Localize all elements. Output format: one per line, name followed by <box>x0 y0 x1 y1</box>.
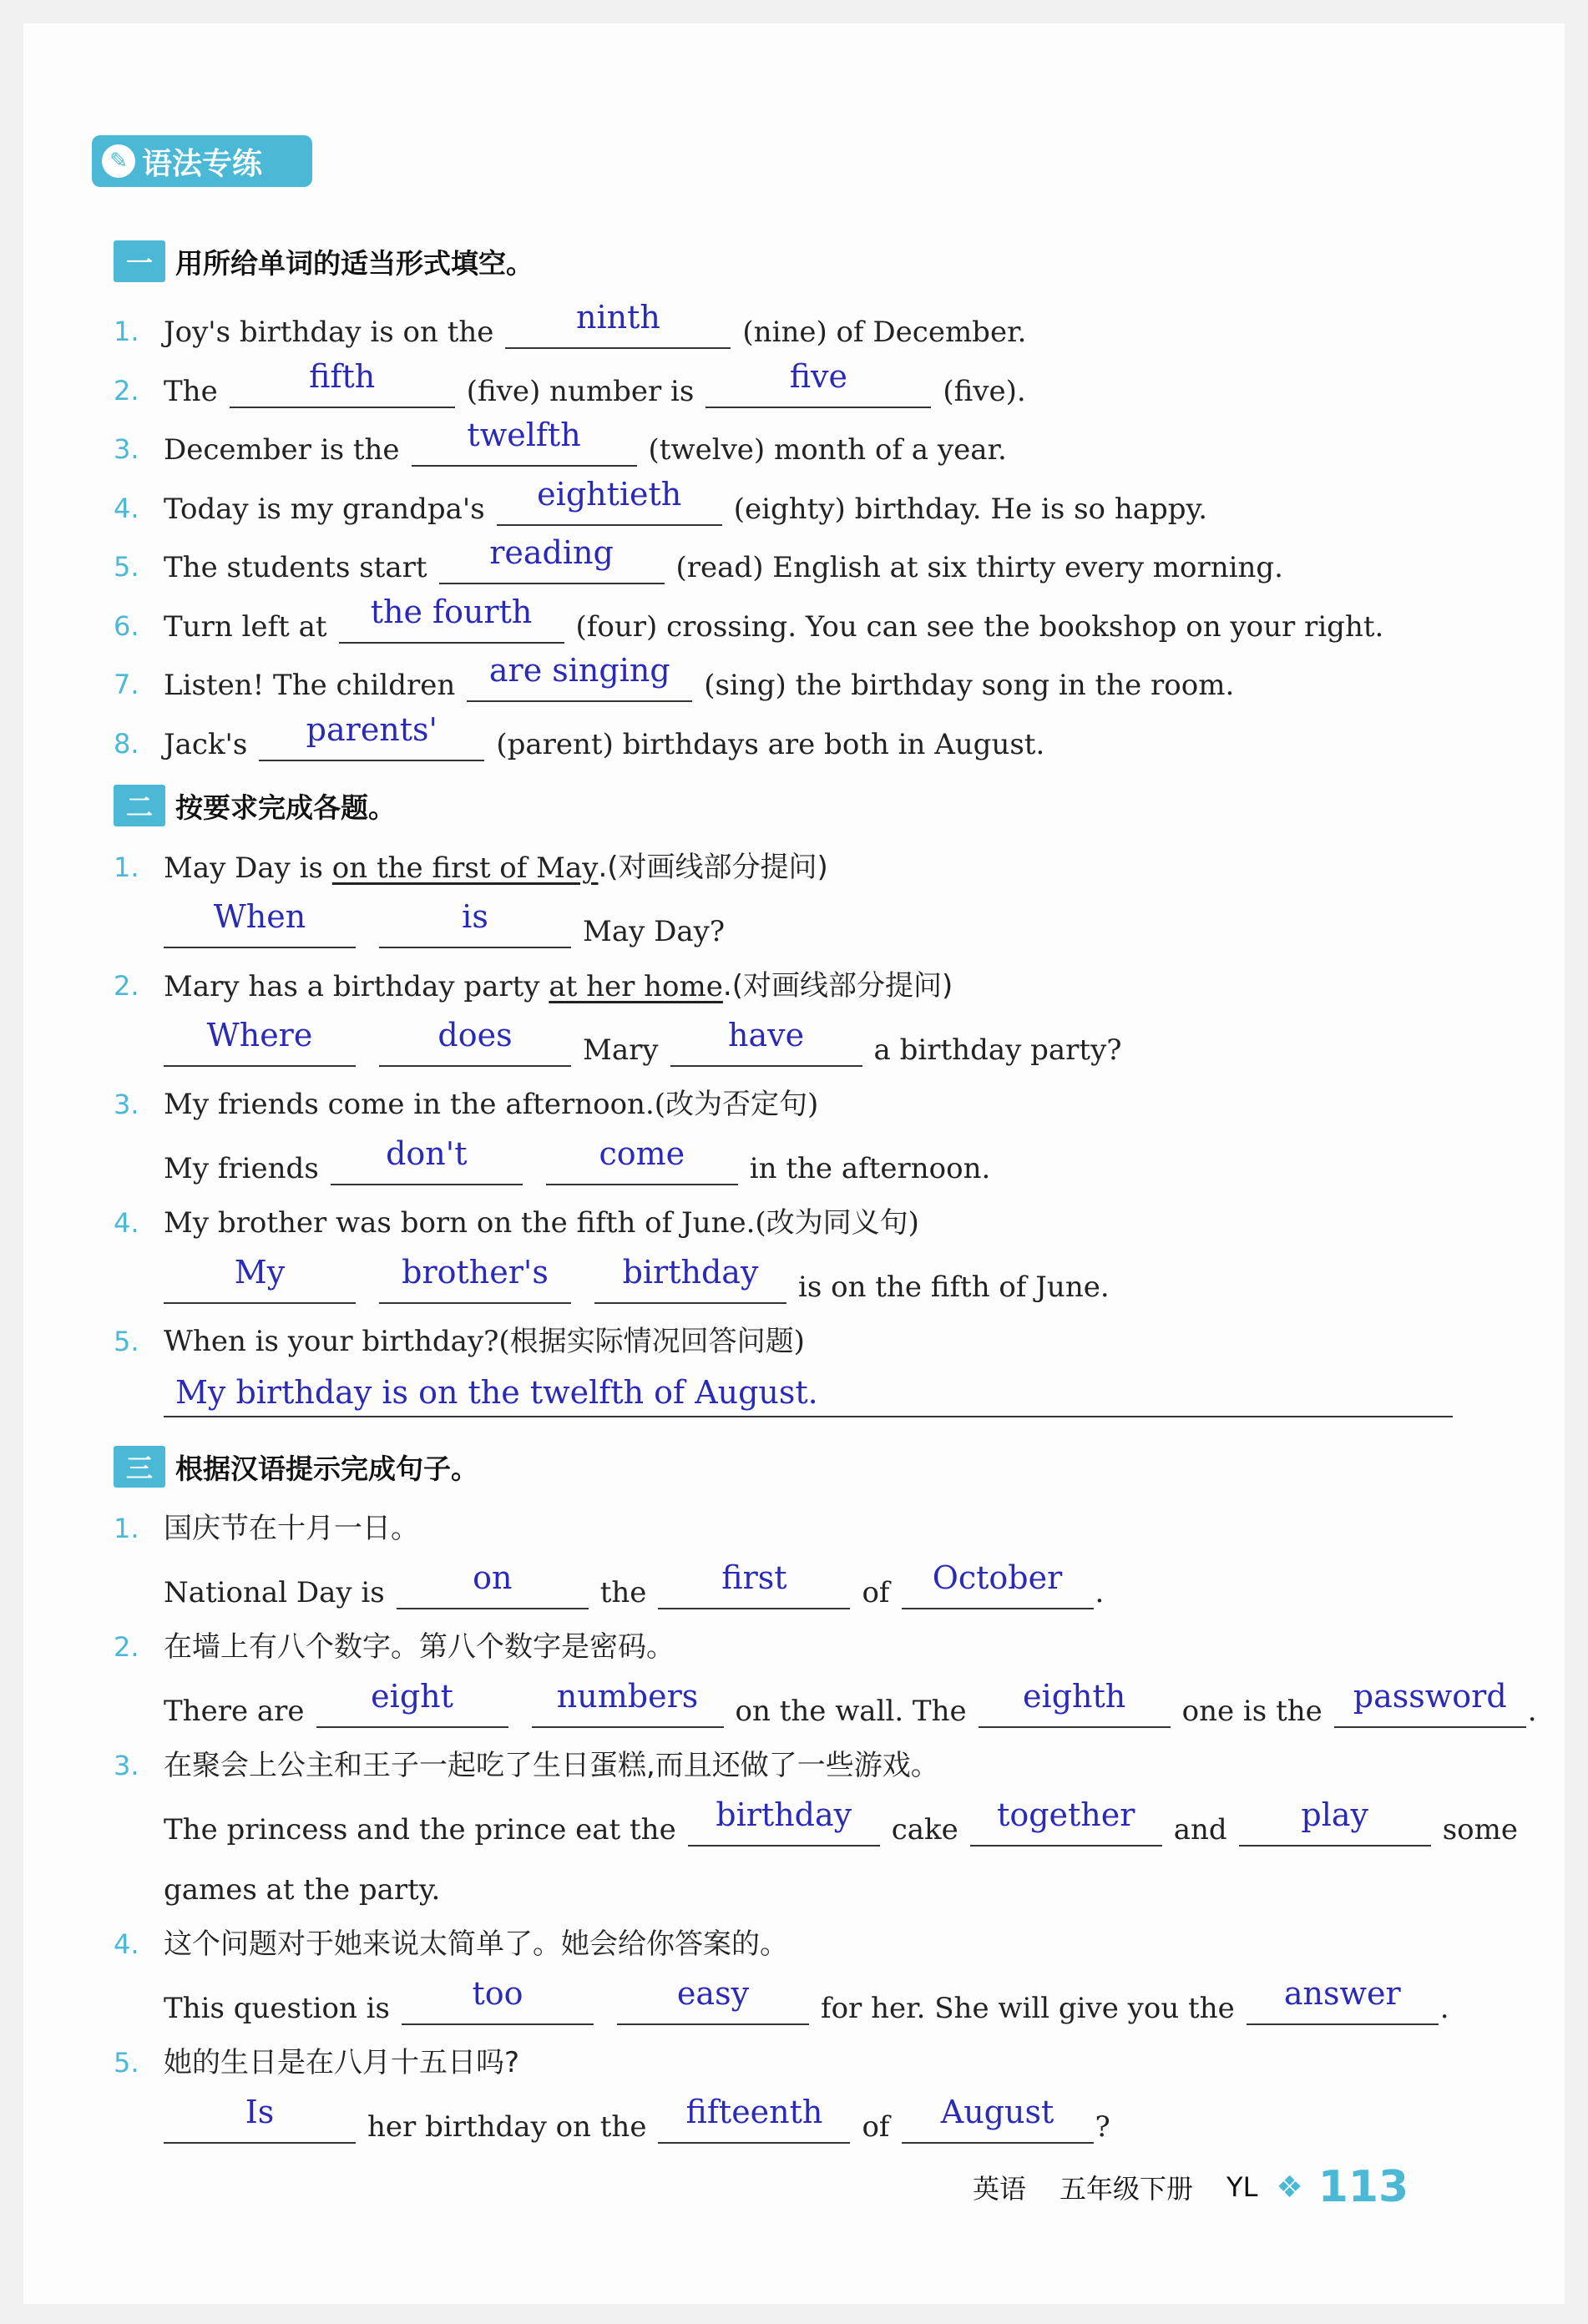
blank[interactable] <box>532 1678 724 1728</box>
text: Listen! The children <box>164 669 456 702</box>
subject: 英语 <box>973 2173 1027 2205</box>
text: My friends come in the afternoon.(改为否定句) <box>164 1088 819 1121</box>
q-number: 1. <box>114 1513 139 1544</box>
text: (sing) the birthday song in the room. <box>704 669 1235 702</box>
fill-blank-line <box>164 652 1234 702</box>
text: on the wall. The <box>735 1695 967 1728</box>
text: My friends <box>164 1152 319 1185</box>
text: in the afternoon. <box>749 1152 991 1185</box>
text: The students start <box>164 551 427 584</box>
blank[interactable] <box>658 1559 850 1609</box>
text: .(对画线部分提问) <box>722 969 953 1003</box>
text: The princess and the prince eat the <box>164 1813 676 1847</box>
text: Mary <box>583 1033 659 1067</box>
blank[interactable] <box>164 1017 356 1067</box>
page-number: 113 <box>1317 2162 1409 2212</box>
text: December is the <box>164 433 400 467</box>
text: 这个问题对于她来说太简单了。她会给你答案的。 <box>164 1927 788 1961</box>
text: . <box>1527 1695 1537 1728</box>
text: (five). <box>943 375 1026 408</box>
text: . <box>1439 1992 1449 2025</box>
underlined-text: at her home <box>549 970 723 1003</box>
text: (nine) of December. <box>742 316 1027 349</box>
q-number: 2. <box>114 1631 139 1663</box>
answer: the fourth <box>370 594 533 630</box>
answer: fifteenth <box>685 2094 823 2130</box>
answer: too <box>472 1975 523 2012</box>
answer: have <box>728 1017 805 1053</box>
answer-line <box>164 1678 1537 1728</box>
answer: easy <box>676 1975 750 2012</box>
section-3-header <box>114 1446 478 1488</box>
answer: My birthday is on the twelfth of August. <box>175 1374 818 1411</box>
blank[interactable] <box>164 1254 356 1304</box>
fill-blank-line <box>164 534 1283 584</box>
blank[interactable] <box>439 534 665 584</box>
blank[interactable] <box>594 1254 786 1304</box>
question-line <box>164 1912 788 1962</box>
page-footer <box>973 2162 1408 2212</box>
blank[interactable] <box>979 1678 1171 1728</box>
answer: eighth <box>1023 1678 1126 1715</box>
answer: come <box>599 1135 685 1172</box>
blank[interactable] <box>379 1017 571 1067</box>
blank[interactable] <box>705 358 931 408</box>
text: the <box>599 1576 647 1609</box>
blank[interactable] <box>164 2094 356 2144</box>
answer: first <box>721 1559 787 1596</box>
answer: does <box>437 1017 513 1053</box>
section-badge: 三 <box>114 1446 165 1488</box>
text: a birthday party? <box>873 1033 1122 1067</box>
section-badge: 二 <box>114 785 165 826</box>
answer: answer <box>1283 1975 1401 2012</box>
answer-line <box>164 1796 1518 1847</box>
blank[interactable] <box>316 1678 508 1728</box>
question-line <box>164 953 953 1003</box>
text: ? <box>1095 2110 1110 2144</box>
text: games at the party. <box>164 1873 441 1907</box>
blank[interactable] <box>1247 1975 1439 2025</box>
q-number: 8. <box>114 728 139 760</box>
question-line <box>164 1309 805 1359</box>
answer: eight <box>371 1678 453 1715</box>
text: Jack's <box>164 728 248 761</box>
blank[interactable] <box>970 1796 1162 1847</box>
text: Joy's birthday is on the <box>164 316 494 349</box>
answer: August <box>940 2094 1054 2130</box>
blank[interactable] <box>331 1135 523 1185</box>
text: for her. She will give you the <box>820 1992 1235 2025</box>
blank[interactable] <box>1334 1678 1526 1728</box>
answer-line <box>152 1017 1122 1067</box>
fill-blank-line <box>164 299 1026 349</box>
q-number: 2. <box>114 375 139 407</box>
q-number: 4. <box>114 1928 139 1960</box>
question-line <box>164 835 828 885</box>
blank[interactable] <box>379 1254 571 1304</box>
text: and <box>1173 1813 1227 1847</box>
answer-line <box>152 1254 1110 1304</box>
answer: Is <box>245 2094 275 2130</box>
text: 在墙上有八个数字。第八个数字是密码。 <box>164 1630 675 1664</box>
blank[interactable] <box>379 898 571 948</box>
blank[interactable] <box>402 1975 594 2025</box>
question-line <box>164 1733 939 1783</box>
q-number: 3. <box>114 1750 139 1781</box>
q-number: 6. <box>114 610 139 642</box>
fill-blank-line <box>164 417 1007 467</box>
answer-line <box>164 1975 1449 2025</box>
fill-blank-line <box>164 594 1383 644</box>
question-line <box>164 1190 919 1240</box>
text: (five) number is <box>466 375 695 408</box>
text: Turn left at <box>164 610 327 644</box>
blank[interactable] <box>505 299 731 349</box>
text: of <box>862 2110 890 2144</box>
answer: When <box>213 898 306 935</box>
q-number: 2. <box>114 970 139 1002</box>
blank[interactable] <box>617 1975 809 2025</box>
answer: October <box>932 1559 1063 1596</box>
answer: on <box>473 1559 513 1596</box>
blank[interactable] <box>670 1017 862 1067</box>
q-number: 3. <box>114 433 139 465</box>
edition: YL <box>1226 2171 1258 2203</box>
answer: together <box>997 1796 1135 1833</box>
grammar-practice-banner <box>92 135 312 187</box>
continuation-line <box>164 1857 440 1907</box>
text: .(对画线部分提问) <box>598 851 828 884</box>
q-number: 5. <box>114 551 139 583</box>
q-number: 4. <box>114 1207 139 1239</box>
q-number: 3. <box>114 1089 139 1120</box>
section-1-header <box>114 240 534 282</box>
blank[interactable] <box>1239 1796 1431 1847</box>
section-badge: 一 <box>114 240 165 282</box>
answer: ninth <box>575 299 660 336</box>
text: her birthday on the <box>367 2110 647 2144</box>
text: National Day is <box>164 1576 385 1609</box>
q-number: 1. <box>114 316 139 347</box>
text: . <box>1095 1576 1105 1609</box>
text: Today is my grandpa's <box>164 493 485 526</box>
q-number: 5. <box>114 2047 139 2079</box>
text: 她的生日是在八月十五日吗? <box>164 2046 520 2079</box>
text: one is the <box>1181 1695 1322 1728</box>
section-title: 根据汉语提示完成句子。 <box>175 1452 478 1485</box>
text: When is your birthday?(根据实际情况回答问题) <box>164 1325 805 1358</box>
answer: My <box>234 1254 286 1291</box>
answer: twelfth <box>467 417 581 453</box>
blank[interactable] <box>164 898 356 948</box>
diamond-icon: ❖ <box>1276 2170 1303 2205</box>
text: (read) English at six thirty every morning. <box>675 551 1283 584</box>
blank[interactable] <box>497 476 722 526</box>
section-2-header <box>114 785 396 826</box>
answer: birthday <box>622 1254 759 1291</box>
text: Mary has a birthday party <box>164 970 549 1003</box>
text: (four) crossing. You can see the bookshop on your right. <box>575 610 1384 644</box>
text: some <box>1442 1813 1518 1847</box>
answer: fifth <box>309 358 376 395</box>
q-number: 4. <box>114 493 139 524</box>
q-number: 1. <box>114 851 139 883</box>
q-number: 7. <box>114 669 139 700</box>
answer: five <box>789 358 848 395</box>
blank[interactable] <box>412 417 637 467</box>
text: (twelve) month of a year. <box>648 433 1007 467</box>
text: (eighty) birthday. He is so happy. <box>733 493 1208 526</box>
blank[interactable] <box>688 1796 880 1847</box>
blank[interactable] <box>339 594 564 644</box>
answer: password <box>1353 1678 1507 1715</box>
answer: is <box>462 898 488 935</box>
text: (parent) birthdays are both in August. <box>496 728 1045 761</box>
fill-blank-line <box>164 711 1044 761</box>
answer-line[interactable] <box>164 1369 1453 1417</box>
text: of <box>862 1576 890 1609</box>
text: cake <box>891 1813 958 1847</box>
text: The <box>164 375 218 408</box>
fill-blank-line <box>164 358 1026 408</box>
fill-blank-line <box>164 476 1207 526</box>
answer: are singing <box>488 652 670 689</box>
banner-title: 语法专练 <box>142 146 263 181</box>
answer-line <box>152 898 725 948</box>
question-line <box>164 2030 519 2080</box>
blank[interactable] <box>397 1559 589 1609</box>
blank[interactable] <box>259 711 484 761</box>
text: There are <box>164 1695 305 1728</box>
question-line <box>164 1496 419 1546</box>
blank[interactable] <box>902 2094 1094 2144</box>
answer: parents' <box>306 711 437 748</box>
answer-line <box>152 2094 1110 2144</box>
answer: brother's <box>402 1254 549 1291</box>
answer: numbers <box>556 1678 699 1715</box>
answer-line <box>164 1559 1104 1609</box>
answer: birthday <box>716 1796 852 1833</box>
blank[interactable] <box>658 2094 850 2144</box>
blank[interactable] <box>230 358 455 408</box>
answer: eightieth <box>537 476 682 513</box>
answer: Where <box>206 1017 313 1053</box>
blank[interactable] <box>546 1135 738 1185</box>
text: This question is <box>164 1992 390 2025</box>
answer: reading <box>489 534 614 571</box>
blank[interactable] <box>467 652 692 702</box>
answer: don't <box>386 1135 468 1172</box>
answer: play <box>1301 1796 1368 1833</box>
q-number: 5. <box>114 1326 139 1357</box>
grade: 五年级下册 <box>1060 2173 1194 2205</box>
text: May Day? <box>583 915 726 948</box>
section-title: 用所给单词的适当形式填空。 <box>175 246 534 280</box>
question-line <box>164 1614 675 1665</box>
question-line <box>164 1072 818 1122</box>
answer-line <box>164 1135 990 1185</box>
text: May Day is <box>164 851 332 885</box>
underlined-text: on the first of May <box>331 851 599 885</box>
blank[interactable] <box>902 1559 1094 1609</box>
text: 在聚会上公主和王子一起吃了生日蛋糕,而且还做了一些游戏。 <box>164 1749 939 1782</box>
text: is on the fifth of June. <box>798 1271 1110 1304</box>
chat-icon: ✎ <box>102 144 135 178</box>
section-title: 按要求完成各题。 <box>175 791 396 824</box>
text: My brother was born on the fifth of June.(改为同义句) <box>164 1206 919 1240</box>
text: 国庆节在十月一日。 <box>164 1512 419 1545</box>
